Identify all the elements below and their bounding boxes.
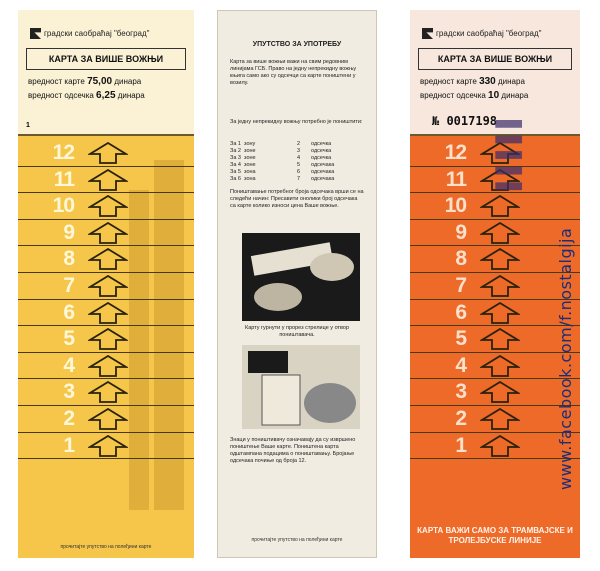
price-segment-line xyxy=(420,90,528,101)
gsb-logo-icon xyxy=(422,28,433,39)
price-card-value: 330 xyxy=(479,76,496,87)
segment-number: 5 xyxy=(455,327,466,351)
segment-number: 12 xyxy=(52,141,74,164)
segment-number: 8 xyxy=(63,247,74,271)
segment-row xyxy=(410,406,580,433)
zones-table xyxy=(230,141,364,183)
up-arrow-icon xyxy=(480,355,520,377)
instructions-title: УПУТСТВО ЗА УПОТРЕБУ xyxy=(252,41,342,48)
zone-cell: За 6 xyxy=(230,176,241,182)
up-arrow-icon xyxy=(88,355,128,377)
segment-row xyxy=(18,246,194,273)
zone-cell: зона xyxy=(244,169,256,175)
ticket-title: КАРТА ЗА ВИШЕ ВОЖЊИ xyxy=(26,48,186,70)
zone-cell: За 3 xyxy=(230,155,241,161)
price-segment-value: 10 xyxy=(488,90,500,101)
orange-ticket xyxy=(410,10,580,558)
segment-number: 11 xyxy=(53,167,74,191)
segment-number: 8 xyxy=(455,247,466,271)
up-arrow-icon xyxy=(88,328,128,350)
up-arrow-icon xyxy=(88,435,128,457)
segment-number: 9 xyxy=(455,220,466,244)
hand-folding-photo xyxy=(242,233,360,321)
zone-cell: 6 xyxy=(297,169,301,175)
segment-number: 2 xyxy=(455,406,466,430)
segment-number: 4 xyxy=(63,353,74,377)
segment-row xyxy=(18,433,194,460)
segment-number: 3 xyxy=(455,380,466,404)
segment-row xyxy=(18,140,194,167)
segment-number: 11 xyxy=(445,167,466,191)
segment-row xyxy=(18,300,194,327)
price-unit: динара xyxy=(117,91,145,100)
price-unit: динара xyxy=(497,77,525,86)
up-arrow-icon xyxy=(480,328,520,350)
segment-row xyxy=(410,353,580,380)
zone-cell: За 4 xyxy=(230,162,241,168)
segment-row xyxy=(410,379,580,406)
price-card-value: 75,00 xyxy=(87,76,113,87)
price-segment-value: 6,25 xyxy=(96,90,116,101)
instructions-card xyxy=(217,10,377,558)
zone-cell: 7 xyxy=(297,176,301,182)
up-arrow-icon xyxy=(88,169,128,191)
zone-cell: 5 xyxy=(297,162,301,168)
gsb-logo-icon xyxy=(30,28,41,39)
zone-cell: зону xyxy=(244,141,256,147)
instructions-mid: Поништавање потребног броја одсечака врши се на следећи начин: Пресавити онолики број одсечака са карте колико износи цена Ваше вожње. xyxy=(230,189,364,209)
segment-number: 3 xyxy=(63,380,74,404)
zone-cell: одсечака xyxy=(311,176,335,182)
segment-row xyxy=(18,353,194,380)
instructions-footer: прочитајте упутство на полеђини карте xyxy=(251,537,343,543)
zone-cell: 2 xyxy=(297,141,301,147)
up-arrow-icon xyxy=(480,435,520,457)
segment-row xyxy=(18,379,194,406)
zone-cell: За 2 xyxy=(230,148,241,154)
ticket-title: КАРТА ЗА ВИШЕ ВОЖЊИ xyxy=(418,48,572,70)
watermark-text: www.facebook.com/f.nostalgija xyxy=(556,227,575,490)
validator-photo xyxy=(242,345,360,429)
segment-number: 9 xyxy=(63,220,74,244)
zone-cell: зоне xyxy=(244,148,256,154)
segment-row xyxy=(18,273,194,300)
price-card-line xyxy=(420,76,525,87)
instructions-intro: Карта за више вожњи важи на свим редовним линијама ГСБ. Право на једну непрекидну вожњу књига само ако су одсечци са карте поништени у возилу. xyxy=(230,59,357,86)
price-segment-label: вредност одсечка xyxy=(28,91,94,100)
price-card-label: вредност карте xyxy=(420,77,477,86)
segment-row xyxy=(18,326,194,353)
up-arrow-icon xyxy=(480,408,520,430)
up-arrow-icon xyxy=(88,222,128,244)
segment-number: 10 xyxy=(52,194,74,218)
zone-cell: зоне xyxy=(244,155,256,161)
zones-heading: За једну непрекидну вожњу потребно је поништити: xyxy=(230,119,363,125)
yellow-ticket xyxy=(18,10,194,558)
segment-row xyxy=(410,433,580,460)
up-arrow-icon xyxy=(480,381,520,403)
segment-number: 6 xyxy=(63,300,74,324)
up-arrow-icon xyxy=(88,381,128,403)
segment-number: 7 xyxy=(63,273,74,297)
validation-stamp: ▌▌▌▌▌ xyxy=(497,120,522,198)
zone-cell: одсечка xyxy=(311,148,332,154)
segment-number: 2 xyxy=(63,406,74,430)
segment-rows xyxy=(18,140,194,459)
zone-cell: зоне xyxy=(244,162,256,168)
zone-cell: одсечка xyxy=(311,155,332,161)
segment-row xyxy=(18,220,194,247)
price-unit: динара xyxy=(114,77,142,86)
price-segment-line xyxy=(28,90,145,101)
company-line xyxy=(30,28,150,39)
zone-cell: одсечака xyxy=(311,162,335,168)
up-arrow-icon xyxy=(88,142,128,164)
up-arrow-icon xyxy=(88,195,128,217)
company-line xyxy=(422,28,542,39)
segment-number: 10 xyxy=(444,194,466,218)
segment-number: 5 xyxy=(63,327,74,351)
segment-row xyxy=(18,193,194,220)
segment-row xyxy=(410,326,580,353)
company-name: градски саобраћај "београд" xyxy=(436,29,542,38)
ticket-header xyxy=(18,10,194,136)
segment-number: 7 xyxy=(455,273,466,297)
segment-row xyxy=(18,406,194,433)
corner-number: 1 xyxy=(26,122,30,129)
photo-caption: Карту гурнути у прорез стрелице у отвор поништавача. xyxy=(244,325,349,338)
zone-cell: одсечка xyxy=(311,141,332,147)
up-arrow-icon xyxy=(88,275,128,297)
price-segment-label: вредност одсечка xyxy=(420,91,486,100)
up-arrow-icon xyxy=(88,302,128,324)
segment-row xyxy=(18,167,194,194)
price-card-line xyxy=(28,76,141,87)
validity-note: КАРТА ВАЖИ САМО ЗА ТРАМВАЈСКЕ И ТРОЛЕЈБУСКЕ ЛИНИЈЕ xyxy=(417,526,573,545)
zone-cell: За 1 xyxy=(230,141,241,147)
ticket-footer: прочитајте упутство на полеђини карте xyxy=(60,544,152,550)
segment-number: 6 xyxy=(455,300,466,324)
segment-number: 1 xyxy=(455,433,466,457)
price-card-label: вредност карте xyxy=(28,77,85,86)
zone-cell: За 5 xyxy=(230,169,241,175)
serial-number: № 0017198 xyxy=(432,114,498,128)
zone-cell: 4 xyxy=(297,155,301,161)
instructions-bottom: Знаци у поништивачу означавају да су извршено поништење Ваше карте. Поништена карта одштампана подацима о поништавању. Бројање одсечака почиње од броја 12. xyxy=(230,437,356,464)
zone-cell: зона xyxy=(244,176,256,182)
price-unit: динара xyxy=(501,91,529,100)
segment-number: 1 xyxy=(63,433,74,457)
segment-number: 12 xyxy=(444,141,466,164)
company-name: градски саобраћај "београд" xyxy=(44,29,150,38)
up-arrow-icon xyxy=(88,248,128,270)
up-arrow-icon xyxy=(88,408,128,430)
segment-number: 4 xyxy=(455,353,466,377)
ticket-header xyxy=(410,10,580,136)
zone-cell: 3 xyxy=(297,148,301,154)
zone-cell: одсечака xyxy=(311,169,335,175)
